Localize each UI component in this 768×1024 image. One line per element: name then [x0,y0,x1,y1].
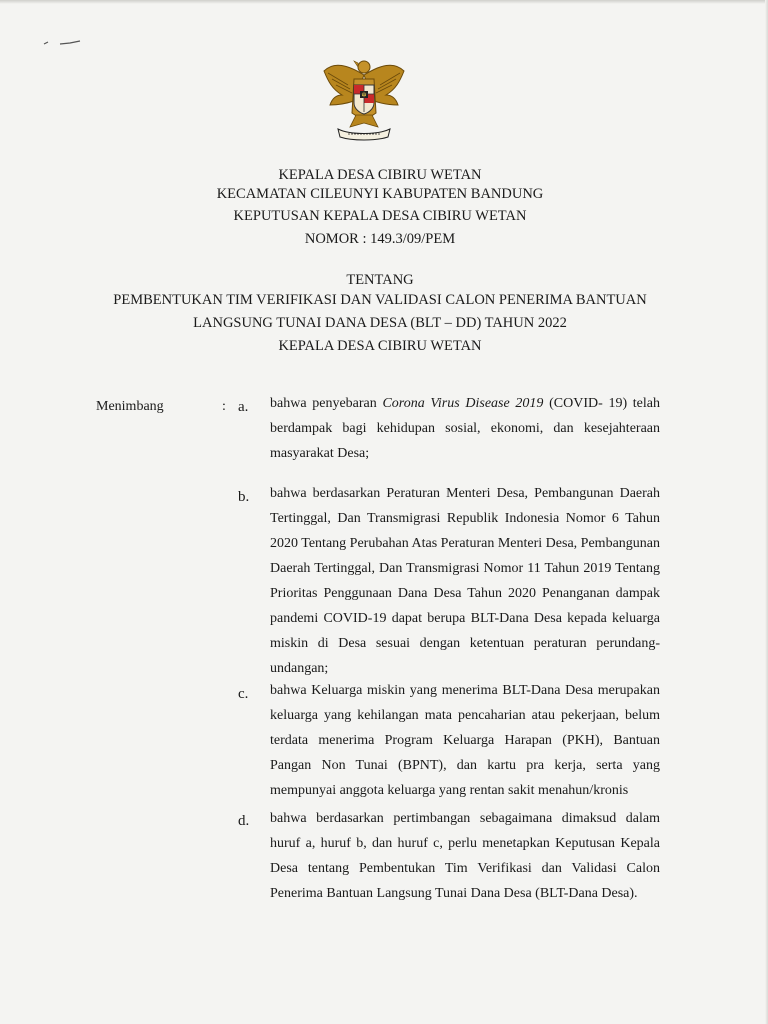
scan-edge-top [0,0,768,4]
garuda-emblem-icon [318,55,410,143]
header-line-subject-2: LANGSUNG TUNAI DANA DESA (BLT – DD) TAHUN 2022 [193,315,567,331]
item-a-text-pre: bahwa penyebaran [270,396,383,411]
menimbang-label: Menimbang [96,399,164,414]
item-b-text: bahwa berdasarkan Peraturan Menteri Desa, Pembangunan Daerah Tertinggal, Dan Transmigrasi Republik Indonesia Nomor 6 Tahun 2020 Tentang Perubahan Atas Peraturan Menteri Desa, Pembangunan Daerah Tertinggal, Dan Transmigrasi Nomor 11 Tahun 2019 Tentang Prioritas Penggunaan Dana Desa Tahun 2020 Penanganan dampak pandemi COVID-19 dapat berupa BLT-Dana Desa kepada keluarga miskin di Desa sesuai dengan ketentuan peraturan perundang-undangan; [270,486,660,676]
item-a-text [270,391,660,466]
header-line-village-head: KEPALA DESA CIBIRU WETAN [278,167,482,183]
header-line-signatory: KEPALA DESA CIBIRU WETAN [278,338,482,354]
item-c-text: bahwa Keluarga miskin yang menerima BLT-Dana Desa merupakan keluarga yang kehilangan mata pencaharian atau pekerjaan, belum terdata menerima Program Keluarga Harapan (PKH), Bantuan Pangan Non Tunai (BPNT), dan kartu pra kerja, serta yang mempunyai anggota keluarga yang rentan sakit menahun/kronis [270,683,660,798]
header-line-number: NOMOR : 149.3/09/PEM [304,231,456,247]
item-a-text-italic: Corona Virus Disease 2019 [382,396,544,411]
item-d-letter: d. [238,813,250,829]
header-line-district: KECAMATAN CILEUNYI KABUPATEN BANDUNG [216,186,544,202]
item-d-text: bahwa berdasarkan pertimbangan sebagaimana dimaksud dalam huruf a, huruf b, dan huruf c, perlu menetapkan Keputusan Kepala Desa tentang Pembentukan Tim Verifikasi dan Validasi Calon Penerima Bantuan Langsung Tunai Dana Desa (BLT-Dana Desa). [270,811,660,901]
menimbang-colon: : [222,399,226,414]
header-line-subject-1: PEMBENTUKAN TIM VERIFIKASI DAN VALIDASI CALON PENERIMA BANTUAN [113,292,647,308]
stray-ink-mark [42,40,82,46]
item-c-letter: c. [238,686,249,702]
item-b-letter: b. [238,489,250,505]
item-a-text-post: (COVID- 19) telah berdampak bagi kehidupan sosial, ekonomi, dan kesejahteraan masyarakat Desa; [270,396,660,461]
item-a-letter: a. [238,399,249,415]
header-line-decree: KEPUTUSAN KEPALA DESA CIBIRU WETAN [233,208,527,224]
header-line-tentang: TENTANG [346,272,414,288]
